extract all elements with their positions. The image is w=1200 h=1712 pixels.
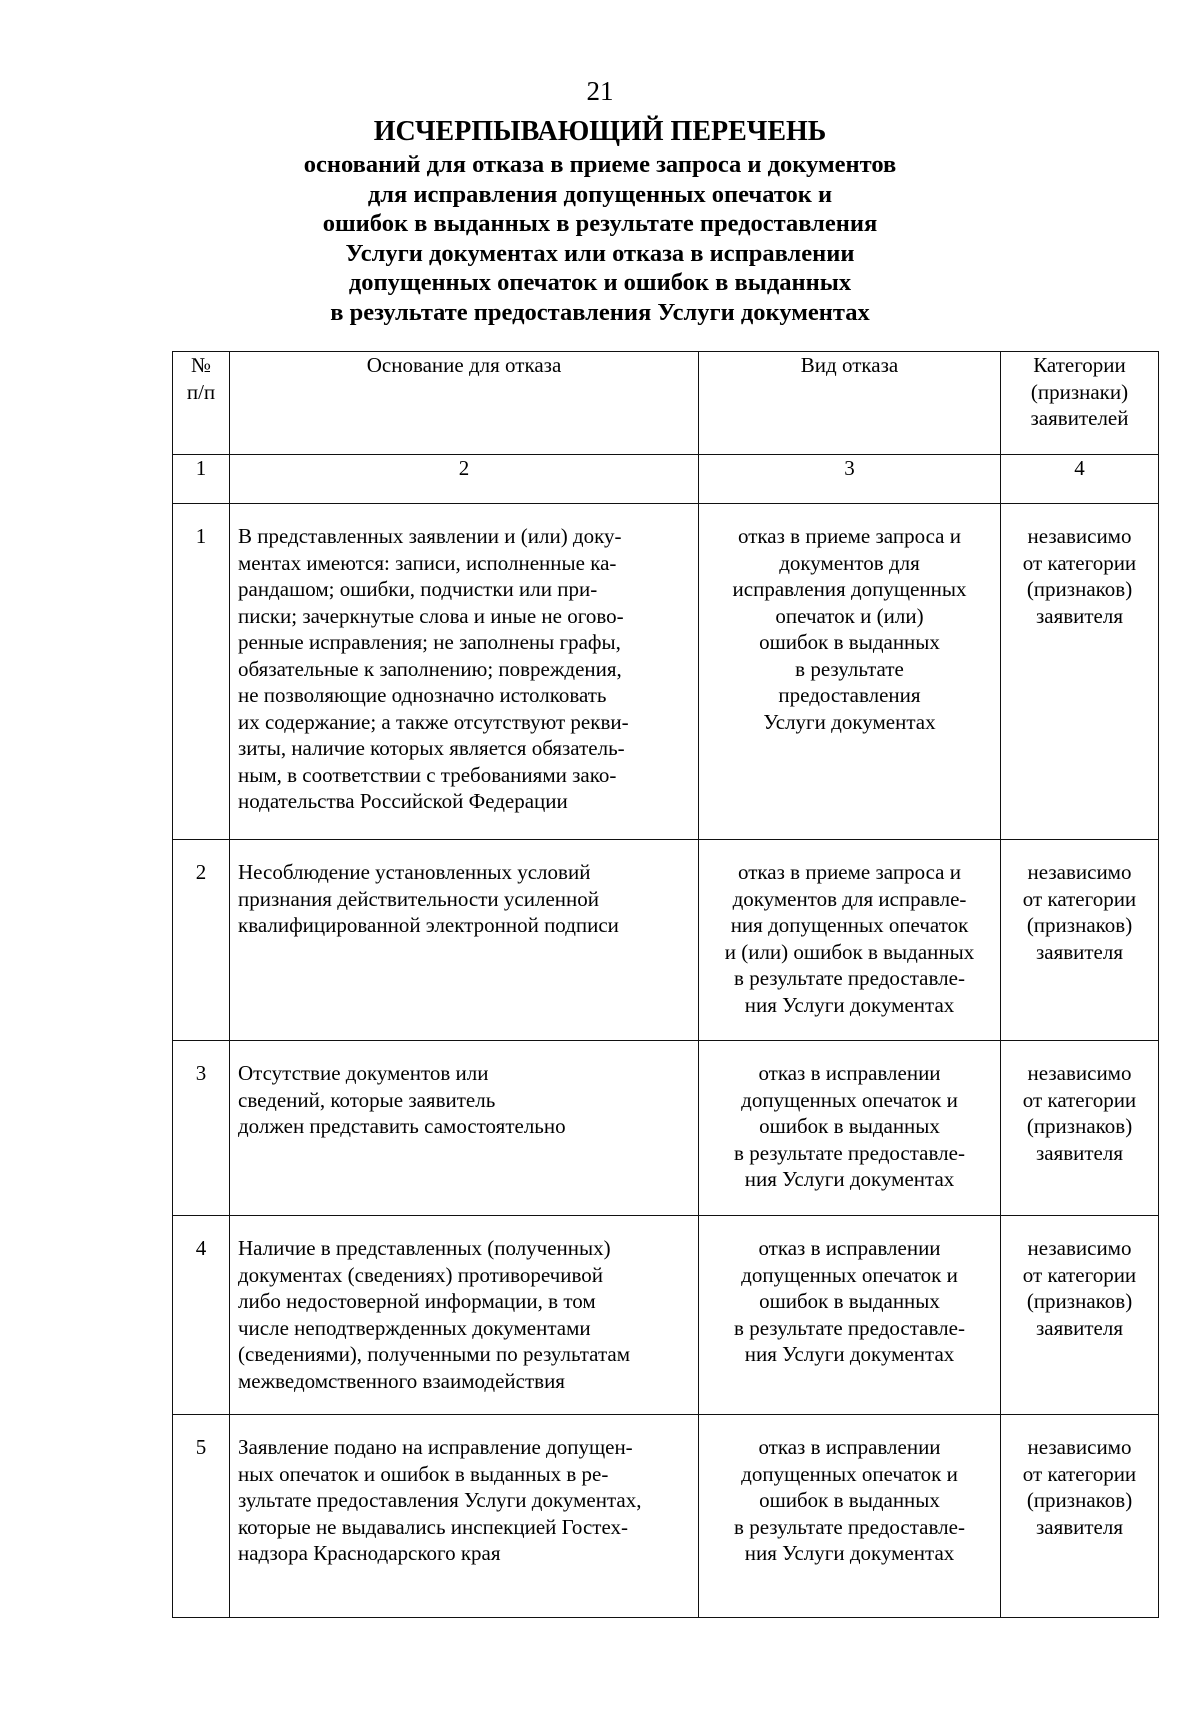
header-line: № bbox=[190, 353, 212, 377]
row-number: 5 bbox=[173, 1415, 230, 1618]
table-header-row bbox=[173, 352, 1159, 455]
refusal-basis bbox=[230, 1041, 699, 1216]
type-line: опечаток и (или) bbox=[775, 603, 924, 628]
basis-line: надзора Краснодарского края bbox=[238, 1541, 501, 1565]
column-number: 4 bbox=[1001, 455, 1159, 504]
header-line: Вид отказа bbox=[800, 353, 899, 377]
category-line: заявителя bbox=[1035, 603, 1124, 628]
basis-line: Отсутствие документов или bbox=[238, 1061, 489, 1085]
type-line: ошибок в выданных bbox=[759, 630, 940, 654]
basis-line: В представленных заявлении и (или) доку- bbox=[238, 524, 622, 548]
category-line: (признаков) bbox=[1026, 577, 1133, 601]
basis-line: рандашом; ошибки, подчистки или при- bbox=[238, 577, 598, 601]
subtitle-line: Услуги документах или отказа в исправлении bbox=[345, 239, 855, 267]
basis-line: должен представить самостоятельно bbox=[238, 1114, 566, 1138]
table-row bbox=[173, 1415, 1159, 1618]
header-type bbox=[699, 352, 1001, 455]
basis-line: Несоблюдение установленных условий bbox=[238, 860, 591, 884]
type-line: допущенных опечаток и bbox=[741, 1461, 958, 1486]
type-line: документов для исправле- bbox=[732, 886, 967, 911]
subtitle-line: оснований для отказа в приеме запроса и документов bbox=[303, 151, 897, 178]
applicant-category bbox=[1001, 504, 1159, 840]
applicant-category bbox=[1001, 840, 1159, 1041]
category-line: от категории bbox=[1022, 1087, 1137, 1112]
type-line: отказ в исправлении bbox=[758, 1061, 941, 1085]
category-line: (признаков) bbox=[1026, 913, 1133, 937]
refusal-type bbox=[699, 1216, 1001, 1415]
header-line: Категории bbox=[1033, 353, 1126, 377]
category-line: независимо bbox=[1027, 524, 1132, 548]
applicant-category bbox=[1001, 1216, 1159, 1415]
type-line: в результате предоставле- bbox=[734, 1315, 965, 1340]
type-line: допущенных опечаток и bbox=[741, 1262, 958, 1287]
type-line: допущенных опечаток и bbox=[741, 1087, 958, 1112]
subtitle-line: для исправления допущенных опечаток и bbox=[367, 180, 833, 208]
row-number: 4 bbox=[173, 1216, 230, 1415]
basis-line: признания действительности усиленной bbox=[238, 886, 599, 911]
type-line: ошибок в выданных bbox=[759, 1488, 940, 1512]
type-line: ния Услуги документах bbox=[744, 1167, 955, 1191]
basis-line: (сведениями), полученными по результатам bbox=[238, 1342, 631, 1366]
refusal-type bbox=[699, 1041, 1001, 1216]
type-line: документов для bbox=[779, 550, 920, 575]
applicant-category bbox=[1001, 1415, 1159, 1618]
basis-line: ным, в соответствии с требованиями зако- bbox=[238, 762, 617, 787]
category-line: (признаков) bbox=[1026, 1488, 1133, 1512]
category-line: независимо bbox=[1027, 1061, 1132, 1085]
basis-line: документах (сведениях) противоречивой bbox=[238, 1262, 603, 1287]
category-line: независимо bbox=[1027, 1435, 1132, 1459]
type-line: ния Услуги документах bbox=[744, 1342, 955, 1366]
header-basis bbox=[230, 352, 699, 455]
type-line: в результате предоставле- bbox=[734, 1140, 965, 1165]
row-number: 2 bbox=[173, 840, 230, 1041]
basis-line: их содержание; а также отсутствуют рекви- bbox=[238, 709, 629, 734]
refusal-type bbox=[699, 504, 1001, 840]
type-line: в результате предоставле- bbox=[734, 966, 965, 990]
basis-line: квалифицированной электронной подписи bbox=[238, 913, 619, 937]
category-line: от категории bbox=[1022, 1461, 1137, 1486]
category-line: заявителя bbox=[1035, 1315, 1124, 1340]
header-category bbox=[1001, 352, 1159, 455]
row-number: 1 bbox=[173, 504, 230, 840]
refusal-basis bbox=[230, 1216, 699, 1415]
basis-line: нодательства Российской Федерации bbox=[238, 789, 568, 813]
category-line: (признаков) bbox=[1026, 1114, 1133, 1138]
subtitle-line: ошибок в выданных в результате предоставления bbox=[322, 210, 878, 237]
row-number: 3 bbox=[173, 1041, 230, 1216]
basis-line: обязательные к заполнению; повреждения, bbox=[238, 656, 622, 681]
category-line: независимо bbox=[1027, 1236, 1132, 1260]
type-line: отказ в исправлении bbox=[758, 1435, 941, 1459]
category-line: заявителя bbox=[1035, 1140, 1124, 1165]
type-line: ния допущенных опечаток bbox=[730, 913, 969, 937]
basis-line: писки; зачеркнутые слова и иные не огово- bbox=[238, 603, 624, 628]
category-line: (признаков) bbox=[1026, 1289, 1133, 1313]
column-number-row bbox=[173, 455, 1159, 504]
basis-line: ментах имеются: записи, исполненные ка- bbox=[238, 550, 617, 575]
category-line: от категории bbox=[1022, 1262, 1137, 1287]
subtitle-line: допущенных опечаток и ошибок в выданных bbox=[348, 269, 852, 296]
subtitle-line: в результате предоставления Услуги документах bbox=[330, 298, 870, 326]
basis-line: межведомственного взаимодействия bbox=[238, 1368, 565, 1393]
refusal-basis bbox=[230, 1415, 699, 1618]
type-line: отказ в приеме запроса и bbox=[738, 524, 961, 548]
table-row bbox=[173, 840, 1159, 1041]
category-line: от категории bbox=[1022, 550, 1137, 575]
table-row bbox=[173, 504, 1159, 840]
basis-line: которые не выдавались инспекцией Гостех- bbox=[238, 1514, 628, 1539]
type-line: отказ в исправлении bbox=[758, 1236, 941, 1260]
type-line: ния Услуги документах bbox=[744, 1541, 955, 1565]
type-line: и (или) ошибок в выданных bbox=[724, 939, 975, 964]
category-line: независимо bbox=[1027, 860, 1132, 884]
table-row bbox=[173, 1216, 1159, 1415]
type-line: в результате предоставле- bbox=[734, 1514, 965, 1539]
column-number: 1 bbox=[173, 455, 230, 504]
category-line: заявителя bbox=[1035, 1514, 1124, 1539]
refusal-basis bbox=[230, 504, 699, 840]
applicant-category bbox=[1001, 1041, 1159, 1216]
header-line: заявителей bbox=[1030, 406, 1129, 430]
basis-line: Наличие в представленных (полученных) bbox=[238, 1236, 611, 1260]
basis-line: ных опечаток и ошибок в выданных в ре- bbox=[238, 1461, 609, 1486]
basis-line: сведений, которые заявитель bbox=[238, 1087, 496, 1112]
type-line: отказ в приеме запроса и bbox=[738, 860, 961, 884]
type-line: Услуги документах bbox=[763, 709, 936, 734]
type-line: ошибок в выданных bbox=[759, 1289, 940, 1313]
type-line: в результате bbox=[795, 656, 904, 681]
basis-line: не позволяющие однозначно истолковать bbox=[238, 683, 607, 707]
basis-line: ренные исправления; не заполнены графы, bbox=[238, 630, 621, 654]
column-number: 3 bbox=[699, 455, 1001, 504]
refusal-grounds-table bbox=[172, 351, 1159, 1618]
type-line: исправления допущенных bbox=[732, 577, 967, 601]
refusal-type bbox=[699, 840, 1001, 1041]
page-subtitle bbox=[0, 150, 1200, 327]
type-line: ошибок в выданных bbox=[759, 1114, 940, 1138]
page-title: ИСЧЕРПЫВАЮЩИЙ ПЕРЕЧЕНЬ bbox=[373, 116, 827, 147]
header-line: (признаки) bbox=[1030, 379, 1129, 404]
basis-line: либо недостоверной информации, в том bbox=[238, 1289, 596, 1313]
refusal-type bbox=[699, 1415, 1001, 1618]
basis-line: зультате предоставления Услуги документах, bbox=[238, 1488, 642, 1512]
refusal-basis bbox=[230, 840, 699, 1041]
category-line: заявителя bbox=[1035, 939, 1124, 964]
page-number: 21 bbox=[586, 76, 614, 106]
column-number: 2 bbox=[230, 455, 699, 504]
category-line: от категории bbox=[1022, 886, 1137, 911]
basis-line: Заявление подано на исправление допущен- bbox=[238, 1435, 633, 1459]
header-line: Основание для отказа bbox=[366, 353, 562, 377]
header-line: п/п bbox=[186, 379, 216, 404]
basis-line: зиты, наличие которых является обязатель- bbox=[238, 736, 625, 760]
header-no bbox=[173, 352, 230, 455]
basis-line: числе неподтвержденных документами bbox=[238, 1315, 591, 1340]
type-line: ния Услуги документах bbox=[744, 992, 955, 1017]
table-row bbox=[173, 1041, 1159, 1216]
type-line: предоставления bbox=[778, 683, 921, 707]
